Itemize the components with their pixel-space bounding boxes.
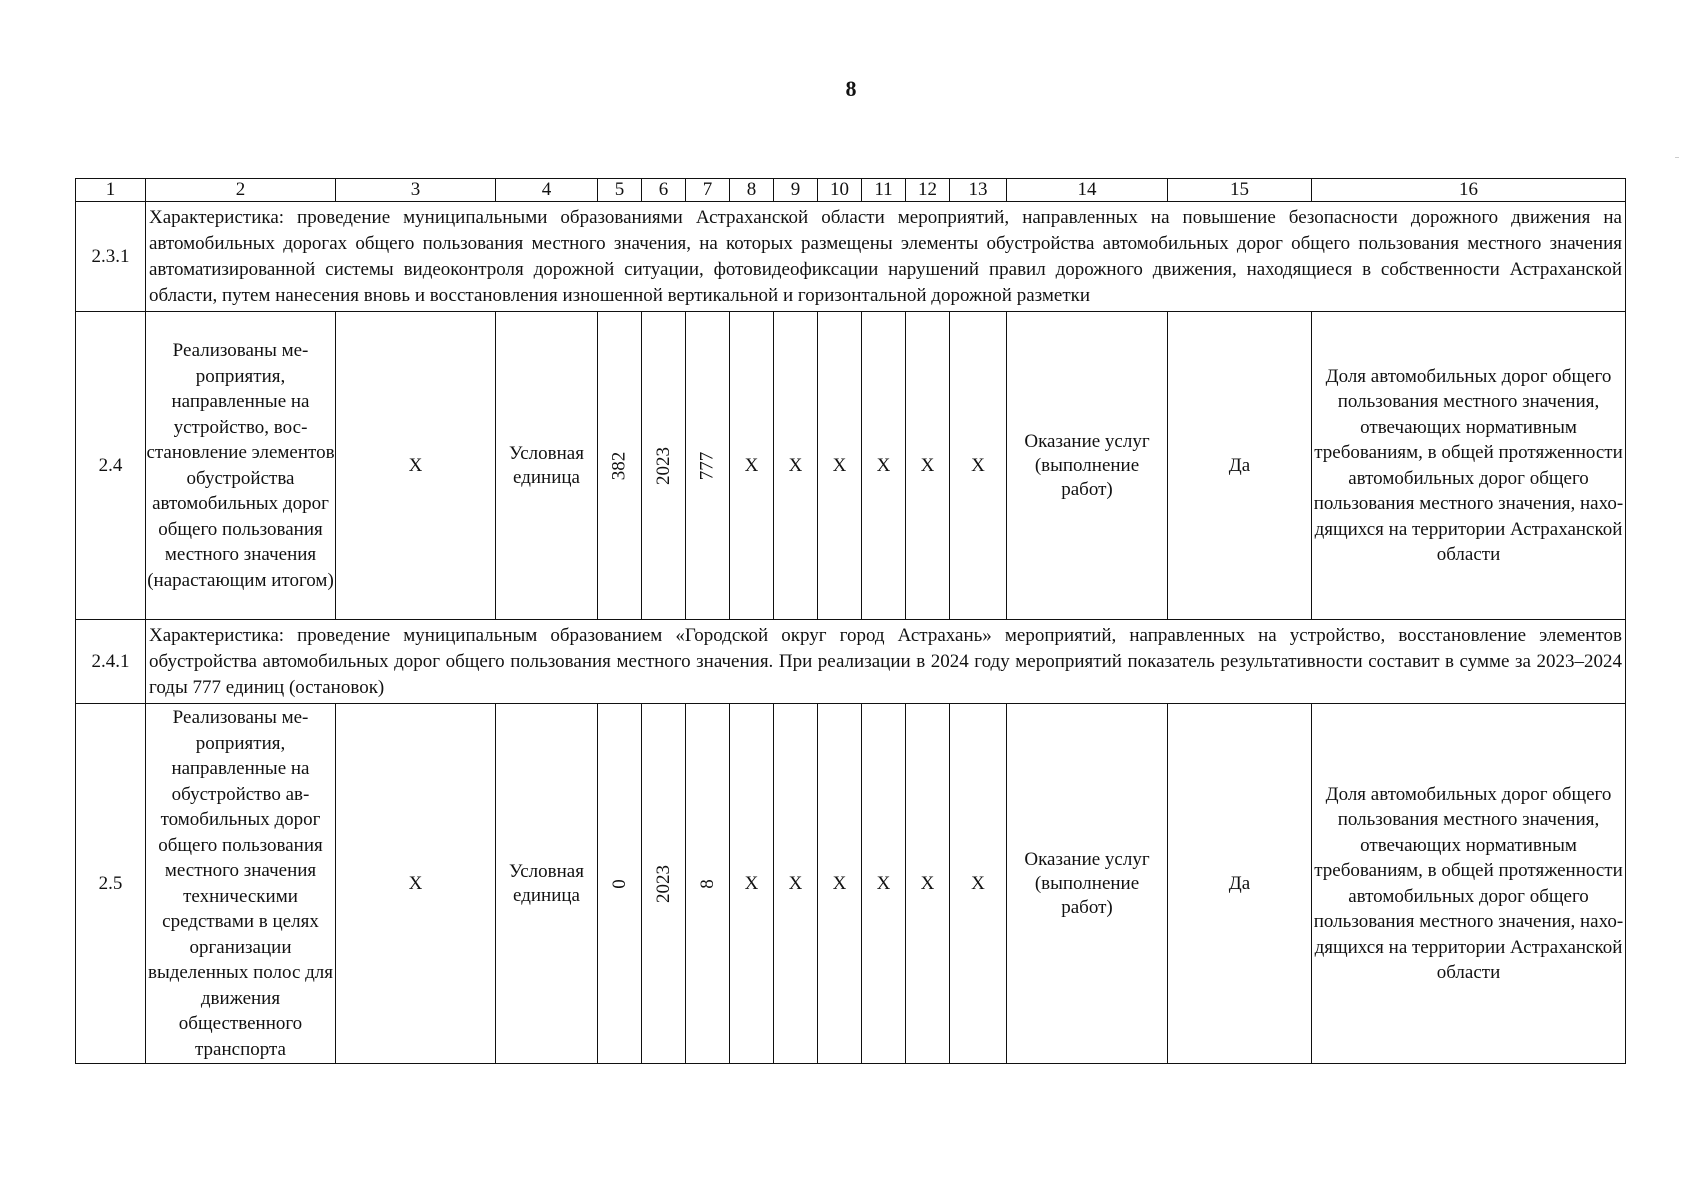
unit-cell: Условная единица (496, 704, 598, 1064)
header-cell: 8 (730, 179, 774, 202)
header-cell: 7 (686, 179, 730, 202)
indicator-name: Реализованы мероприятия, направленные на устройство, восстановление элементов обустройства автомобильных дорог общего пользования местного значения (нарастающим итогом) (146, 312, 336, 620)
indicator-row-2-4 (76, 312, 1626, 620)
target-value: 777 (696, 451, 718, 480)
goal-indicator-cell: Доля автомобильных дорог общего пользования местного значения, отвечающих нормативным требованиям, в общей протяженности автомобильных дорог общего пользования местного значения, находящихся на территории Астраханской области (1312, 704, 1626, 1064)
indicator-row-2-5 (76, 704, 1626, 1064)
characteristic-text: Характеристика: проведение муниципальными образованиями Астраханской области мероприятий, направленных на повышение безопасности дорожного движения на автомобильных дорогах общего пользования местного значения, на которых размещены элементы обустройства автомобильных дорог общего пользования местного значения автоматизированной системы видеоконтроля дорожной ситуации, фотовидеофиксации нарушений правил дорожного движения, находящиеся в собственности Астраханской области, путем нанесения вновь и восстановления изношенной вертикальной и горизонтальной дорожной разметки (146, 202, 1626, 312)
cell-col-9: X (774, 312, 818, 620)
flag-cell: Да (1168, 312, 1312, 620)
cell-col-11: X (862, 704, 906, 1064)
target-value: 8 (696, 878, 718, 889)
characteristic-row-2-3-1 (76, 202, 1626, 312)
header-cell: 9 (774, 179, 818, 202)
header-cell: 14 (1007, 179, 1168, 202)
header-cell: 2 (146, 179, 336, 202)
scan-mark (1675, 157, 1679, 158)
cell-col-11: X (862, 312, 906, 620)
row-number: 2.4 (76, 312, 146, 620)
base-year-cell (642, 704, 686, 1064)
goal-indicator-cell: Доля автомобильных дорог общего пользования местного значения, отвечающих нормативным требованиям, в общей протяженности автомобильных дорог общего пользования местного значения, находящихся на территории Астраханской области (1312, 312, 1626, 620)
header-cell: 11 (862, 179, 906, 202)
header-cell: 3 (336, 179, 496, 202)
header-cell: 13 (950, 179, 1007, 202)
header-cell: 1 (76, 179, 146, 202)
header-cell: 4 (496, 179, 598, 202)
header-cell: 10 (818, 179, 862, 202)
base-value-cell (598, 312, 642, 620)
cell-col-8: X (730, 704, 774, 1064)
cell-col-3: X (336, 704, 496, 1064)
target-value-cell (686, 312, 730, 620)
cell-col-13: X (950, 312, 1007, 620)
cell-col-12: X (906, 312, 950, 620)
page-number: 8 (845, 76, 857, 101)
service-type-cell: Оказание услуг (выполнение работ) (1007, 312, 1168, 620)
base-value: 382 (608, 451, 630, 480)
target-value-cell (686, 704, 730, 1064)
cell-col-10: X (818, 704, 862, 1064)
header-cell: 6 (642, 179, 686, 202)
row-number: 2.3.1 (76, 202, 146, 312)
indicators-table (75, 178, 1626, 1064)
base-year-cell (642, 312, 686, 620)
header-row (76, 179, 1626, 202)
base-year: 2023 (652, 446, 674, 485)
cell-col-3: X (336, 312, 496, 620)
row-number: 2.4.1 (76, 620, 146, 704)
characteristic-text: Характеристика: проведение муниципальным образованием «Городской округ город Астрахань» мероприятий, направленных на устройство, восстановление элементов обустройства автомобильных дорог общего пользования местного значения. При реализации в 2024 году мероприятий показатель результативности составит в сумме за 2023–2024 годы 777 единиц (остановок) (146, 620, 1626, 704)
base-value-cell (598, 704, 642, 1064)
row-number: 2.5 (76, 704, 146, 1064)
cell-col-12: X (906, 704, 950, 1064)
characteristic-row-2-4-1 (76, 620, 1626, 704)
header-cell: 5 (598, 179, 642, 202)
base-year: 2023 (652, 864, 674, 903)
flag-cell: Да (1168, 704, 1312, 1064)
cell-col-9: X (774, 704, 818, 1064)
cell-col-13: X (950, 704, 1007, 1064)
header-cell: 15 (1168, 179, 1312, 202)
indicator-name: Реализованы мероприятия, направленные на обустройство автомобильных дорог общего пользования местного значения техническими средствами в целях организации выделенных полос для движения общественного транспорта (146, 704, 336, 1064)
header-cell: 16 (1312, 179, 1626, 202)
unit-cell: Условная единица (496, 312, 598, 620)
service-type-cell: Оказание услуг (выполнение работ) (1007, 704, 1168, 1064)
cell-col-8: X (730, 312, 774, 620)
base-value: 0 (608, 878, 630, 889)
header-cell: 12 (906, 179, 950, 202)
cell-col-10: X (818, 312, 862, 620)
